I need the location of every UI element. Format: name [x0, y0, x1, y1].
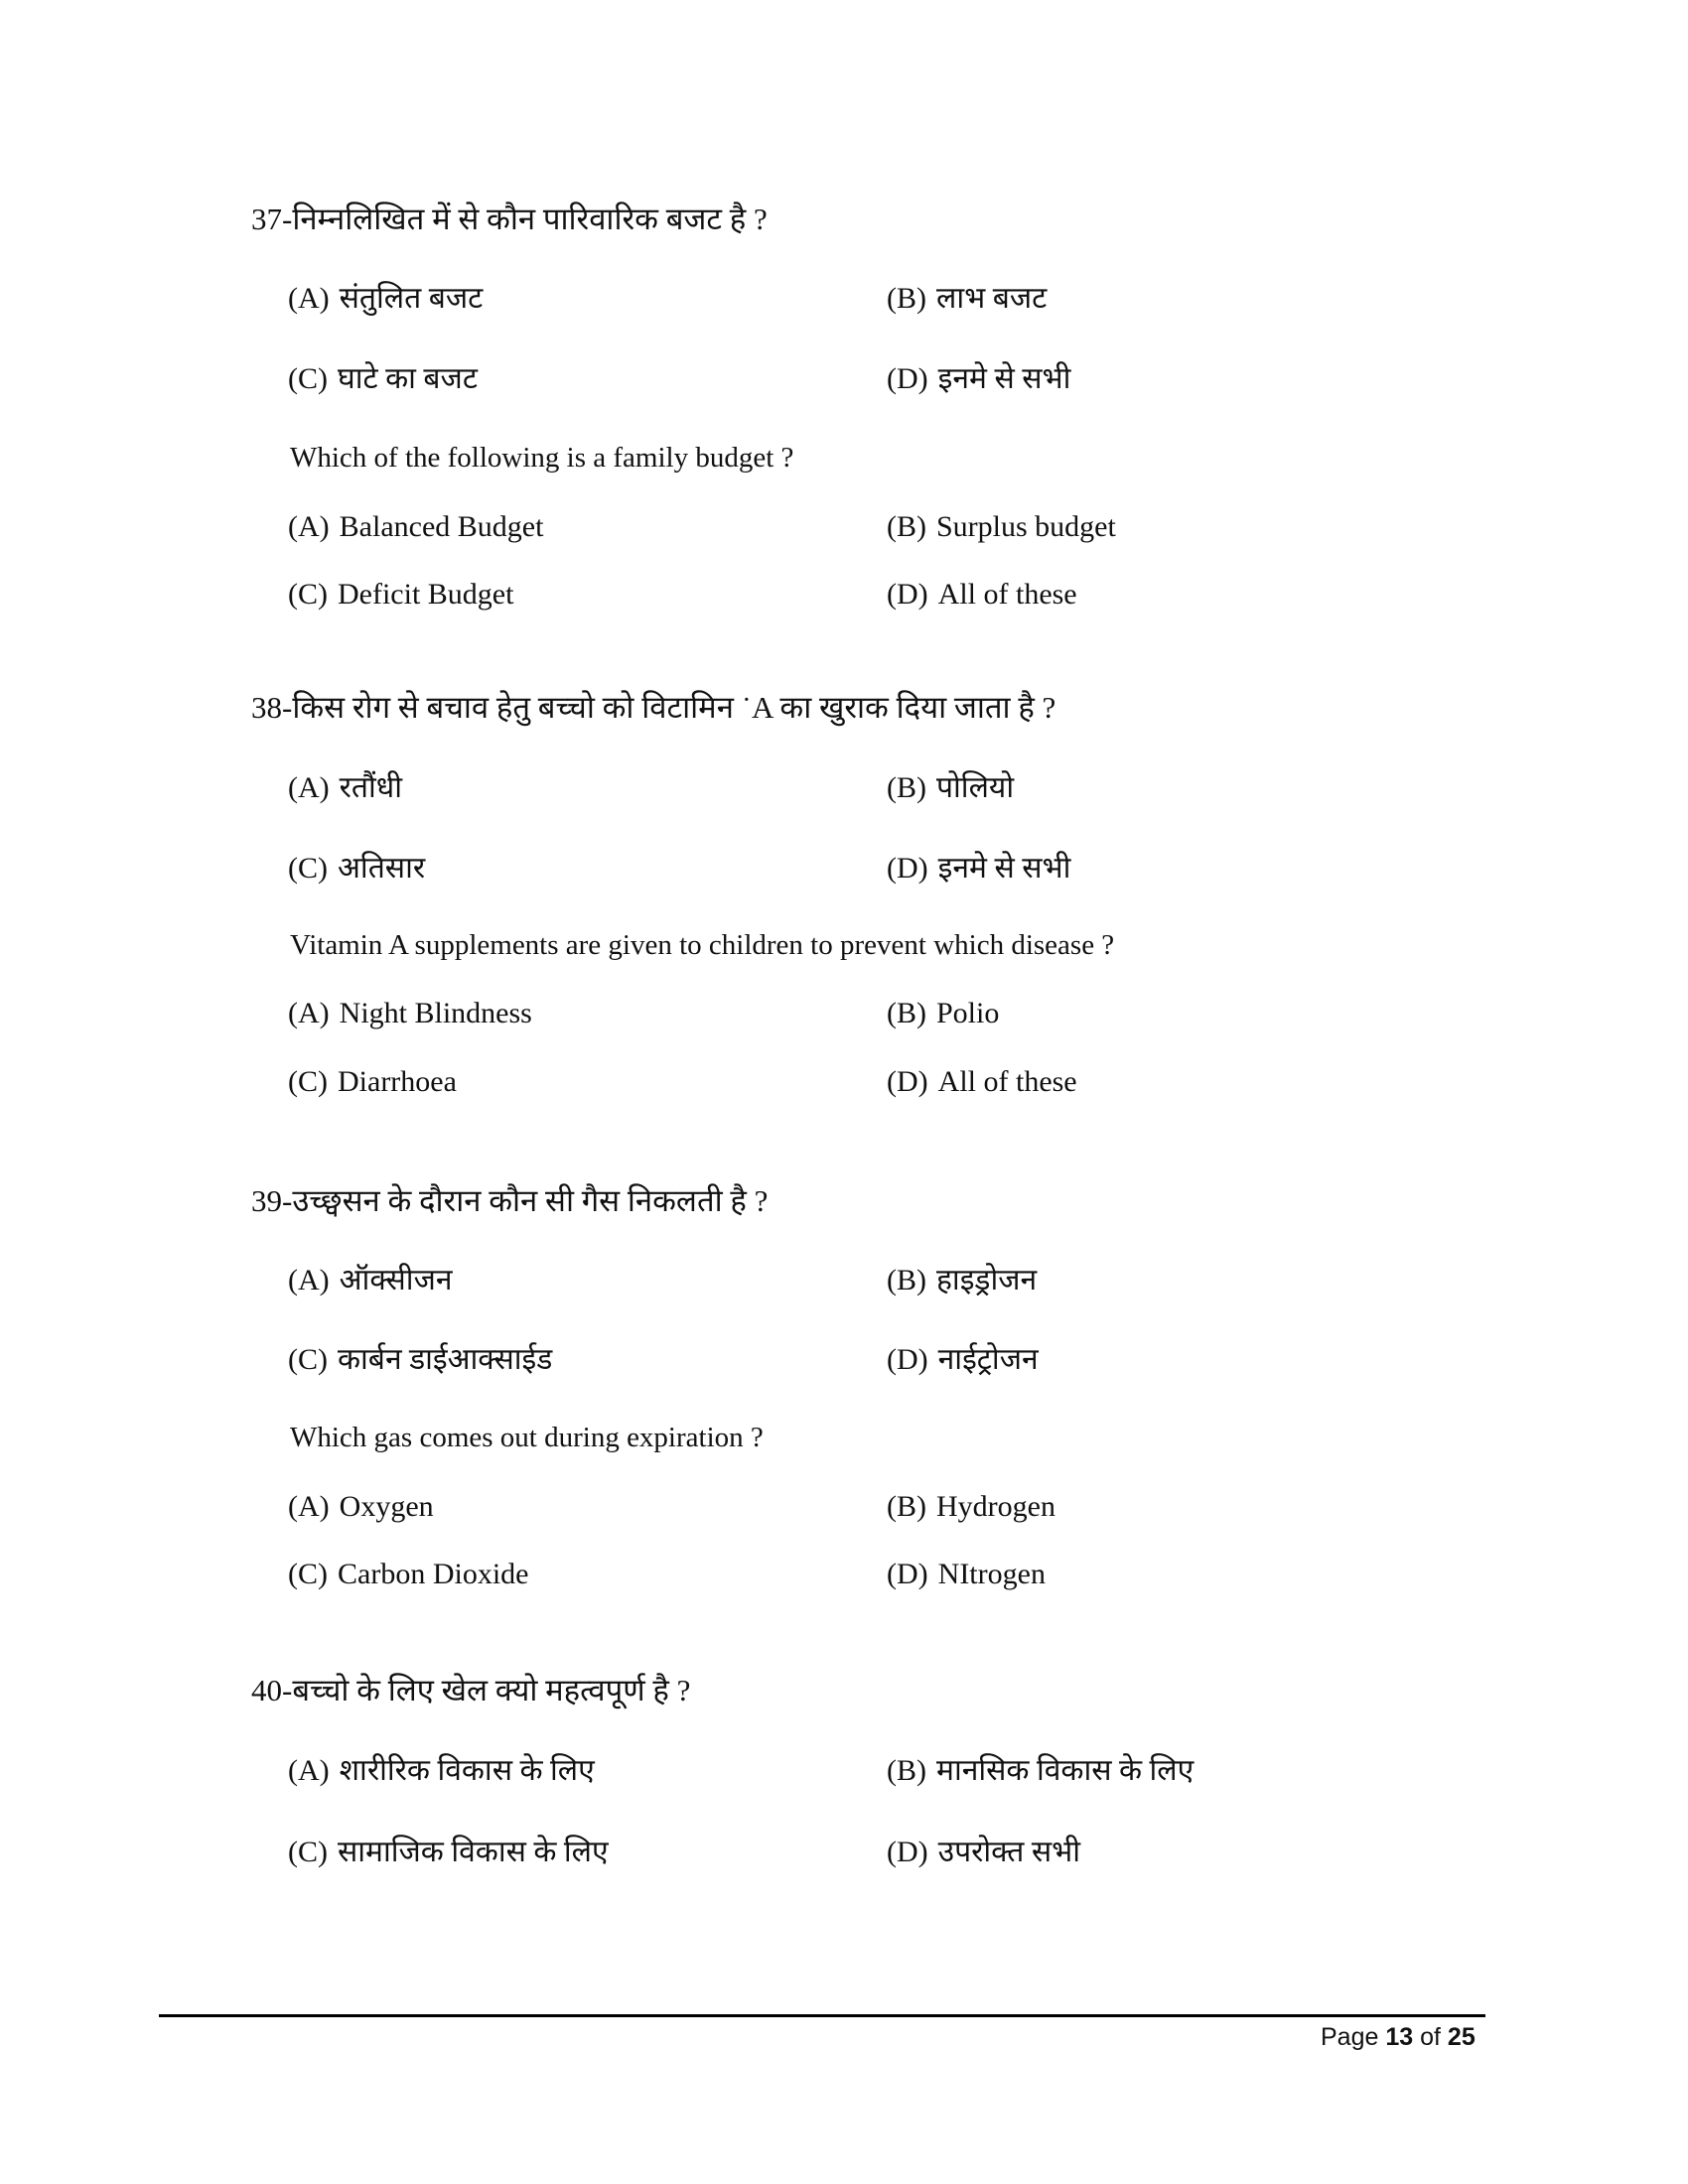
total-pages: 25 — [1447, 2023, 1476, 2051]
q38-english-option-c: (C) Diarrhoea — [288, 1065, 457, 1098]
q38-english-text: Vitamin A supplements are given to children to prevent which disease ? — [290, 929, 1115, 961]
question-38-hindi — [251, 692, 1055, 723]
q37-english-option-d: (D) All of these — [887, 578, 1077, 611]
q38-hindi-option-c: (C) अतिसार — [288, 852, 426, 885]
q37-hindi-option-a: (A) संतुलित बजट — [288, 282, 484, 315]
question-number: 39- — [251, 1183, 293, 1218]
q38-english-option-d: (D) All of these — [887, 1065, 1077, 1098]
q37-english-option-c: (C) Deficit Budget — [288, 578, 514, 611]
q39-english-option-b: (B) Hydrogen — [887, 1490, 1055, 1523]
q37-english-option-b: (B) Surplus budget — [887, 510, 1116, 543]
q39-english-option-a: (A) Oxygen — [288, 1490, 434, 1523]
q38-english-option-b: (B) Polio — [887, 997, 1000, 1029]
q37-hindi-option-c: (C) घाटे का बजट — [288, 362, 478, 395]
q37-hindi-option-d: (D) इनमे से सभी — [887, 362, 1071, 395]
question-number: 37- — [251, 202, 293, 236]
q37-english-option-a: (A) Balanced Budget — [288, 510, 544, 543]
question-number: 38- — [251, 690, 293, 725]
footer-divider — [159, 2014, 1485, 2017]
q40-hindi-option-b: (B) मानसिक विकास के लिए — [887, 1754, 1195, 1787]
current-page: 13 — [1385, 2023, 1414, 2051]
q38-hindi-option-b: (B) पोलियो — [887, 771, 1015, 804]
q39-english-option-c: (C) Carbon Dioxide — [288, 1558, 529, 1590]
question-39-hindi — [251, 1185, 768, 1216]
question-37-hindi — [251, 204, 768, 234]
q39-hindi-option-a: (A) ऑक्सीजन — [288, 1264, 453, 1297]
q37-hindi-option-b: (B) लाभ बजट — [887, 282, 1048, 315]
q39-hindi-option-c: (C) कार्बन डाईआक्साईड — [288, 1343, 553, 1376]
question-text: उच्छ्वसन के दौरान कौन सी गैस निकलती है ? — [292, 1183, 769, 1218]
q39-hindi-option-b: (B) हाइड्रोजन — [887, 1264, 1038, 1297]
question-40-hindi — [251, 1675, 690, 1706]
q38-english-option-a: (A) Night Blindness — [288, 997, 532, 1029]
q39-english-option-d: (D) NItrogen — [887, 1558, 1046, 1590]
q39-english-text: Which gas comes out during expiration ? — [290, 1422, 764, 1453]
q38-hindi-option-d: (D) इनमे से सभी — [887, 852, 1071, 885]
q38-hindi-option-a: (A) रतौंधी — [288, 771, 403, 804]
question-text: निम्नलिखित में से कौन पारिवारिक बजट है ? — [292, 202, 768, 236]
question-text: बच्चो के लिए खेल क्यो महत्वपूर्ण है ? — [292, 1673, 691, 1707]
q39-hindi-option-d: (D) नाईट्रोजन — [887, 1343, 1039, 1376]
q37-english-text: Which of the following is a family budget ? — [290, 442, 794, 474]
q40-hindi-option-d: (D) उपरोक्त सभी — [887, 1836, 1080, 1868]
q40-hindi-option-a: (A) शारीरिक विकास के लिए — [288, 1754, 595, 1787]
question-text: किस रोग से बचाव हेतु बच्चो को विटामिन ˙A का खुराक दिया जाता है ? — [292, 690, 1056, 725]
page-number: Page 13 of 25 — [1321, 2023, 1476, 2051]
q40-hindi-option-c: (C) सामाजिक विकास के लिए — [288, 1836, 609, 1868]
question-number: 40- — [251, 1673, 293, 1707]
